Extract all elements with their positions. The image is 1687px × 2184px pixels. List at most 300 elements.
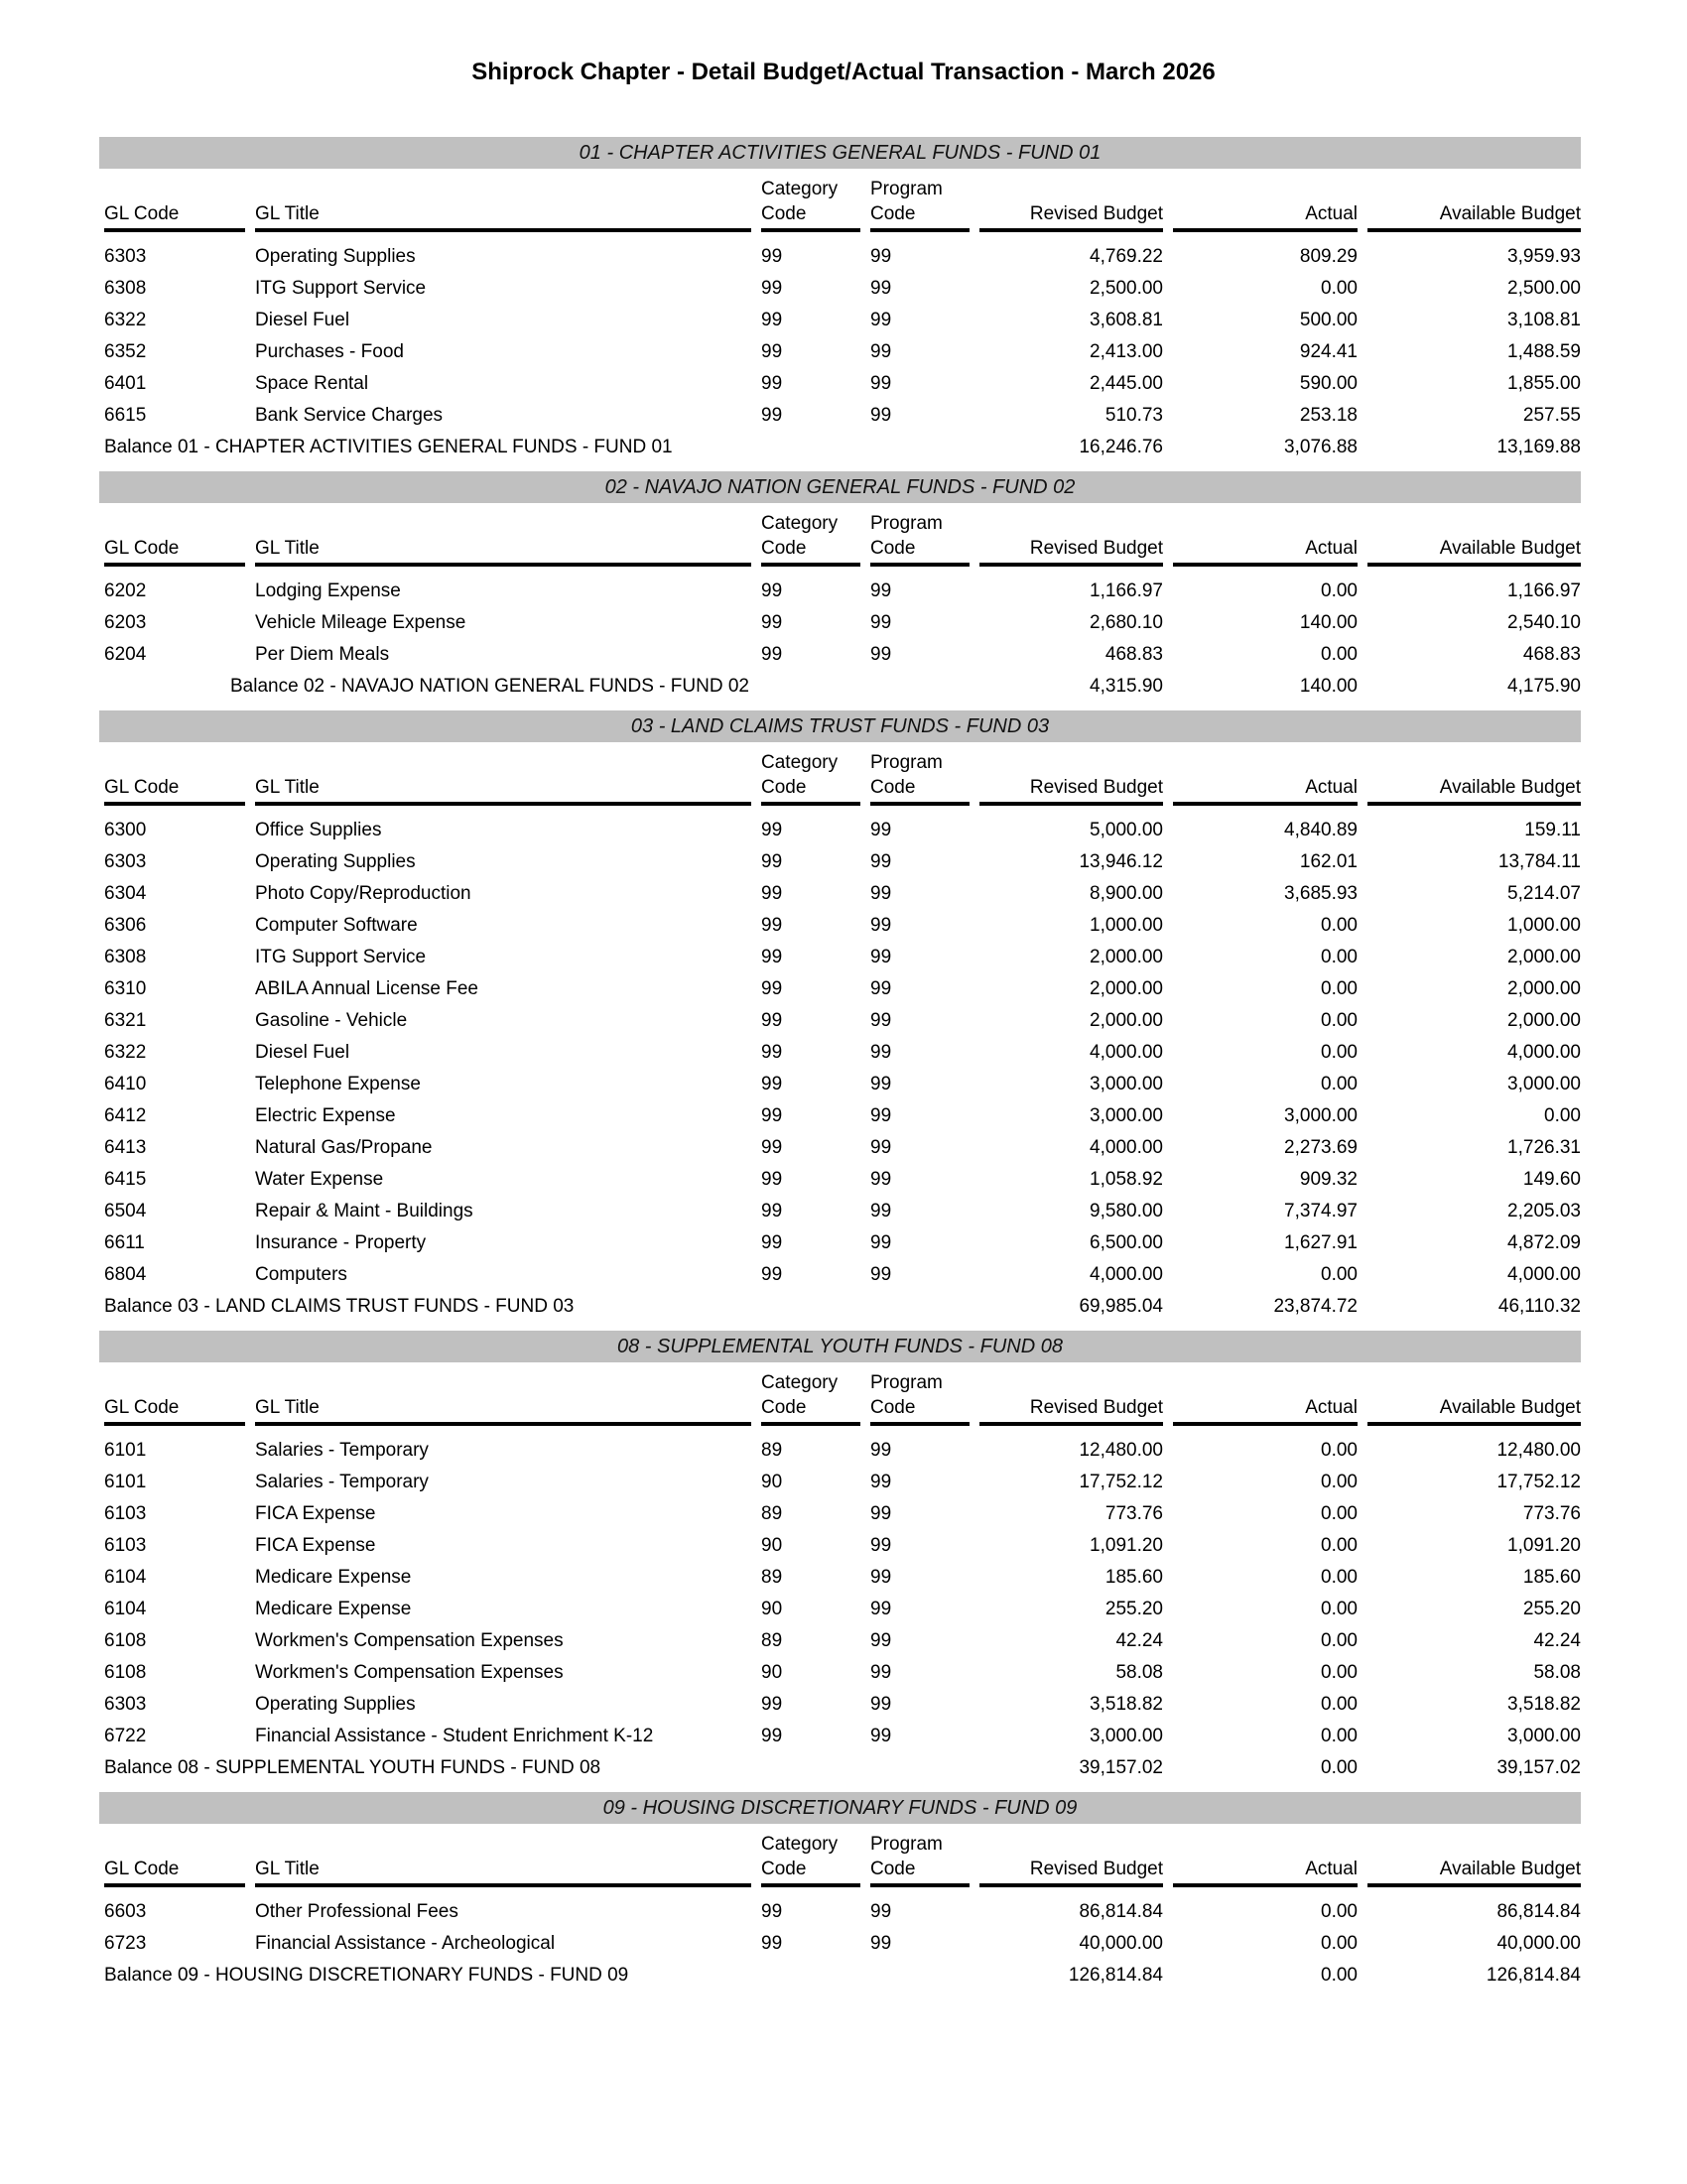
category-code: 99 — [761, 1074, 783, 1094]
gl-title: Medicare Expense — [255, 1599, 412, 1619]
program-code: 99 — [870, 341, 892, 362]
gl-row — [104, 241, 1581, 273]
col-category-code: Code — [761, 1397, 860, 1426]
revised-budget: 3,000.00 — [1090, 1105, 1163, 1126]
revised-budget: 2,445.00 — [1090, 373, 1163, 394]
available-budget: 3,959.93 — [1507, 246, 1581, 267]
revised-budget: 2,500.00 — [1090, 278, 1163, 299]
gl-title: FICA Expense — [255, 1535, 376, 1556]
gl-code: 6412 — [104, 1105, 147, 1126]
category-code: 99 — [761, 1933, 783, 1954]
actual: 0.00 — [1321, 1535, 1358, 1556]
gl-code: 6723 — [104, 1933, 147, 1954]
col-category-label: Category — [761, 752, 839, 773]
col-gl-code: GL Code — [104, 538, 245, 567]
gl-code: 6401 — [104, 373, 147, 394]
balance-revised-budget: 39,157.02 — [1079, 1757, 1163, 1778]
category-code: 99 — [761, 341, 783, 362]
col-available-budget: Available Budget — [1367, 777, 1581, 806]
col-program-label: Program — [870, 179, 943, 199]
gl-title: Bank Service Charges — [255, 405, 444, 426]
actual: 0.00 — [1321, 1662, 1358, 1683]
gl-title: Natural Gas/Propane — [255, 1137, 433, 1158]
col-category-code: Code — [761, 1859, 860, 1887]
fund-rows — [0, 815, 1687, 1291]
program-code: 99 — [870, 883, 892, 904]
gl-row — [104, 1005, 1581, 1037]
col-revised-budget: Revised Budget — [979, 1397, 1163, 1426]
actual: 253.18 — [1299, 405, 1358, 426]
available-budget: 149.60 — [1522, 1169, 1581, 1190]
gl-title: Diesel Fuel — [255, 310, 350, 330]
revised-budget: 4,769.22 — [1090, 246, 1163, 267]
available-budget: 2,540.10 — [1507, 612, 1581, 633]
actual: 924.41 — [1299, 341, 1358, 362]
balance-actual: 23,874.72 — [1273, 1296, 1358, 1317]
gl-code: 6310 — [104, 978, 147, 999]
gl-code: 6306 — [104, 915, 147, 936]
gl-code: 6304 — [104, 883, 147, 904]
program-code: 99 — [870, 1726, 892, 1746]
actual: 0.00 — [1321, 1440, 1358, 1461]
col-category-label: Category — [761, 513, 839, 534]
category-code: 99 — [761, 612, 783, 633]
col-gl-title: GL Title — [255, 1397, 751, 1426]
available-budget: 3,518.82 — [1507, 1694, 1581, 1715]
gl-title: FICA Expense — [255, 1503, 376, 1524]
gl-row — [104, 942, 1581, 973]
available-budget: 1,091.20 — [1507, 1535, 1581, 1556]
gl-title: Financial Assistance - Archeological — [255, 1933, 556, 1954]
program-code: 99 — [870, 1232, 892, 1253]
fund-sections — [0, 137, 1687, 1991]
category-code: 90 — [761, 1472, 783, 1492]
available-budget: 58.08 — [1533, 1662, 1581, 1683]
fund-rows — [0, 241, 1687, 432]
col-gl-title: GL Title — [255, 777, 751, 806]
revised-budget: 3,608.81 — [1090, 310, 1163, 330]
revised-budget: 2,000.00 — [1090, 978, 1163, 999]
col-gl-code: GL Code — [104, 1859, 245, 1887]
col-actual: Actual — [1173, 1859, 1358, 1887]
gl-code: 6322 — [104, 310, 147, 330]
gl-code: 6101 — [104, 1440, 147, 1461]
gl-code: 6303 — [104, 246, 147, 267]
actual: 1,627.91 — [1284, 1232, 1358, 1253]
actual: 3,000.00 — [1284, 1105, 1358, 1126]
gl-code: 6410 — [104, 1074, 147, 1094]
actual: 3,685.93 — [1284, 883, 1358, 904]
available-budget: 3,000.00 — [1507, 1074, 1581, 1094]
program-code: 99 — [870, 1599, 892, 1619]
gl-row — [104, 1928, 1581, 1960]
balance-row — [104, 1752, 1581, 1784]
gl-row — [104, 1530, 1581, 1562]
gl-title: Workmen's Compensation Expenses — [255, 1662, 564, 1683]
column-headers-row — [104, 774, 1581, 806]
gl-row — [104, 1657, 1581, 1689]
fund-heading: 01 - CHAPTER ACTIVITIES GENERAL FUNDS - FUND 01 — [579, 141, 1102, 164]
col-program-code: Code — [870, 203, 970, 232]
program-code: 99 — [870, 1567, 892, 1588]
gl-row — [104, 305, 1581, 336]
col-gl-title: GL Title — [255, 538, 751, 567]
revised-budget: 3,518.82 — [1090, 1694, 1163, 1715]
gl-row — [104, 639, 1581, 671]
gl-title: Computers — [255, 1264, 347, 1285]
gl-title: Other Professional Fees — [255, 1901, 458, 1922]
actual: 7,374.97 — [1284, 1201, 1358, 1221]
gl-row — [104, 1498, 1581, 1530]
actual: 0.00 — [1321, 1264, 1358, 1285]
category-code: 89 — [761, 1567, 783, 1588]
gl-code: 6303 — [104, 1694, 147, 1715]
gl-code: 6103 — [104, 1503, 147, 1524]
actual: 0.00 — [1321, 580, 1358, 601]
col-program-label: Program — [870, 513, 943, 534]
program-code: 99 — [870, 373, 892, 394]
program-code: 99 — [870, 1201, 892, 1221]
revised-budget: 773.76 — [1104, 1503, 1163, 1524]
available-budget: 1,000.00 — [1507, 915, 1581, 936]
gl-row — [104, 1037, 1581, 1069]
revised-budget: 42.24 — [1115, 1630, 1163, 1651]
balance-actual: 3,076.88 — [1284, 437, 1358, 457]
gl-title: Repair & Maint - Buildings — [255, 1201, 473, 1221]
category-code: 89 — [761, 1503, 783, 1524]
gl-code: 6104 — [104, 1599, 147, 1619]
available-budget: 12,480.00 — [1496, 1440, 1581, 1461]
gl-code: 6321 — [104, 1010, 147, 1031]
category-code: 99 — [761, 310, 783, 330]
category-code: 99 — [761, 947, 783, 967]
available-budget: 1,166.97 — [1507, 580, 1581, 601]
revised-budget: 9,580.00 — [1090, 1201, 1163, 1221]
gl-row — [104, 1435, 1581, 1467]
revised-budget: 3,000.00 — [1090, 1074, 1163, 1094]
revised-budget: 13,946.12 — [1079, 851, 1163, 872]
balance-label: Balance 09 - HOUSING DISCRETIONARY FUNDS - FUND 09 — [104, 1965, 629, 1986]
available-budget: 3,108.81 — [1507, 310, 1581, 330]
gl-row — [104, 1164, 1581, 1196]
gl-code: 6204 — [104, 644, 147, 665]
gl-code: 6504 — [104, 1201, 147, 1221]
actual: 590.00 — [1299, 373, 1358, 394]
actual: 0.00 — [1321, 1567, 1358, 1588]
col-program-label: Program — [870, 1372, 943, 1393]
balance-revised-budget: 4,315.90 — [1090, 676, 1163, 697]
gl-code: 6804 — [104, 1264, 147, 1285]
program-code: 99 — [870, 1535, 892, 1556]
fund-heading: 03 - LAND CLAIMS TRUST FUNDS - FUND 03 — [630, 714, 1050, 737]
program-code: 99 — [870, 1137, 892, 1158]
gl-row — [104, 1721, 1581, 1752]
category-code: 99 — [761, 1726, 783, 1746]
category-code: 99 — [761, 405, 783, 426]
revised-budget: 2,680.10 — [1090, 612, 1163, 633]
balance-row — [104, 432, 1581, 463]
gl-code: 6308 — [104, 278, 147, 299]
col-program-label: Program — [870, 752, 943, 773]
report-title: Shiprock Chapter - Detail Budget/Actual Transaction - March 2026 — [471, 59, 1216, 85]
gl-title: Operating Supplies — [255, 851, 416, 872]
available-budget: 0.00 — [1544, 1105, 1581, 1126]
program-code: 99 — [870, 1074, 892, 1094]
col-gl-title: GL Title — [255, 203, 751, 232]
gl-code: 6203 — [104, 612, 147, 633]
actual: 4,840.89 — [1284, 820, 1358, 840]
balance-available-budget: 39,157.02 — [1496, 1757, 1581, 1778]
fund-section — [0, 1331, 1687, 1784]
col-available-budget: Available Budget — [1367, 203, 1581, 232]
fund-heading-bar — [99, 137, 1581, 169]
actual: 0.00 — [1321, 947, 1358, 967]
gl-row — [104, 1625, 1581, 1657]
fund-heading: 02 - NAVAJO NATION GENERAL FUNDS - FUND 02 — [604, 475, 1076, 498]
gl-row — [104, 1227, 1581, 1259]
revised-budget: 3,000.00 — [1090, 1726, 1163, 1746]
gl-code: 6603 — [104, 1901, 147, 1922]
col-category-label: Category — [761, 1834, 839, 1855]
actual: 0.00 — [1321, 1074, 1358, 1094]
revised-budget: 1,058.92 — [1090, 1169, 1163, 1190]
gl-title: Gasoline - Vehicle — [255, 1010, 408, 1031]
revised-budget: 185.60 — [1104, 1567, 1163, 1588]
gl-row — [104, 846, 1581, 878]
balance-actual: 140.00 — [1299, 676, 1358, 697]
program-code: 99 — [870, 310, 892, 330]
available-budget: 1,488.59 — [1507, 341, 1581, 362]
program-code: 99 — [870, 1264, 892, 1285]
column-headers-row — [104, 535, 1581, 567]
balance-available-budget: 46,110.32 — [1497, 1296, 1581, 1317]
category-code: 99 — [761, 1010, 783, 1031]
column-headers-top-row — [104, 1368, 1581, 1394]
actual: 0.00 — [1321, 1630, 1358, 1651]
gl-title: Office Supplies — [255, 820, 382, 840]
fund-heading-bar — [99, 710, 1581, 742]
category-code: 90 — [761, 1535, 783, 1556]
gl-code: 6108 — [104, 1630, 147, 1651]
gl-title: ITG Support Service — [255, 947, 427, 967]
category-code: 99 — [761, 1137, 783, 1158]
gl-title: Salaries - Temporary — [255, 1472, 429, 1492]
fund-section — [0, 137, 1687, 463]
category-code: 99 — [761, 580, 783, 601]
col-category-label: Category — [761, 179, 839, 199]
revised-budget: 8,900.00 — [1090, 883, 1163, 904]
gl-code: 6103 — [104, 1535, 147, 1556]
program-code: 99 — [870, 947, 892, 967]
col-program-code: Code — [870, 538, 970, 567]
gl-title: Medicare Expense — [255, 1567, 412, 1588]
revised-budget: 4,000.00 — [1090, 1137, 1163, 1158]
fund-section — [0, 710, 1687, 1323]
revised-budget: 2,000.00 — [1090, 1010, 1163, 1031]
fund-rows — [0, 1896, 1687, 1960]
column-headers-row — [104, 200, 1581, 232]
fund-heading: 09 - HOUSING DISCRETIONARY FUNDS - FUND 09 — [602, 1796, 1078, 1819]
gl-title: Computer Software — [255, 915, 418, 936]
gl-row — [104, 973, 1581, 1005]
category-code: 99 — [761, 1169, 783, 1190]
available-budget: 2,500.00 — [1507, 278, 1581, 299]
revised-budget: 1,091.20 — [1090, 1535, 1163, 1556]
actual: 140.00 — [1299, 612, 1358, 633]
revised-budget: 5,000.00 — [1090, 820, 1163, 840]
balance-available-budget: 13,169.88 — [1496, 437, 1581, 457]
revised-budget: 255.20 — [1104, 1599, 1163, 1619]
program-code: 99 — [870, 820, 892, 840]
gl-title: Workmen's Compensation Expenses — [255, 1630, 564, 1651]
available-budget: 2,205.03 — [1507, 1201, 1581, 1221]
gl-title: Lodging Expense — [255, 580, 401, 601]
gl-title: Financial Assistance - Student Enrichment K-12 — [255, 1726, 654, 1746]
col-available-budget: Available Budget — [1367, 1859, 1581, 1887]
balance-label: Balance 02 - NAVAJO NATION GENERAL FUNDS - FUND 02 — [230, 676, 749, 697]
gl-code: 6300 — [104, 820, 147, 840]
actual: 809.29 — [1299, 246, 1358, 267]
actual: 909.32 — [1299, 1169, 1358, 1190]
fund-section — [0, 471, 1687, 703]
category-code: 99 — [761, 915, 783, 936]
actual: 500.00 — [1299, 310, 1358, 330]
actual: 0.00 — [1321, 278, 1358, 299]
available-budget: 1,726.31 — [1507, 1137, 1581, 1158]
revised-budget: 4,000.00 — [1090, 1264, 1163, 1285]
column-headers-row — [104, 1856, 1581, 1887]
revised-budget: 58.08 — [1115, 1662, 1163, 1683]
program-code: 99 — [870, 405, 892, 426]
balance-label: Balance 01 - CHAPTER ACTIVITIES GENERAL FUNDS - FUND 01 — [104, 437, 673, 457]
gl-code: 6352 — [104, 341, 147, 362]
available-budget: 4,000.00 — [1507, 1042, 1581, 1063]
col-actual: Actual — [1173, 538, 1358, 567]
actual: 0.00 — [1321, 644, 1358, 665]
actual: 0.00 — [1321, 915, 1358, 936]
gl-code: 6303 — [104, 851, 147, 872]
gl-code: 6611 — [104, 1232, 145, 1253]
col-available-budget: Available Budget — [1367, 1397, 1581, 1426]
gl-title: ABILA Annual License Fee — [255, 978, 478, 999]
actual: 0.00 — [1321, 1694, 1358, 1715]
available-budget: 17,752.12 — [1496, 1472, 1581, 1492]
gl-title: Photo Copy/Reproduction — [255, 883, 471, 904]
revised-budget: 12,480.00 — [1079, 1440, 1163, 1461]
actual: 162.01 — [1299, 851, 1358, 872]
gl-row — [104, 1069, 1581, 1100]
program-code: 99 — [870, 1169, 892, 1190]
category-code: 99 — [761, 851, 783, 872]
gl-code: 6308 — [104, 947, 147, 967]
fund-rows — [0, 576, 1687, 671]
column-headers-top-row — [104, 509, 1581, 535]
category-code: 99 — [761, 246, 783, 267]
gl-title: Diesel Fuel — [255, 1042, 350, 1063]
col-gl-code: GL Code — [104, 1397, 245, 1426]
actual: 0.00 — [1321, 978, 1358, 999]
col-program-label: Program — [870, 1834, 943, 1855]
available-budget: 2,000.00 — [1507, 978, 1581, 999]
gl-title: Electric Expense — [255, 1105, 396, 1126]
gl-code: 6722 — [104, 1726, 147, 1746]
available-budget: 86,814.84 — [1496, 1901, 1581, 1922]
revised-budget: 6,500.00 — [1090, 1232, 1163, 1253]
category-code: 99 — [761, 1042, 783, 1063]
actual: 0.00 — [1321, 1933, 1358, 1954]
revised-budget: 468.83 — [1104, 644, 1163, 665]
category-code: 99 — [761, 1232, 783, 1253]
col-category-code: Code — [761, 777, 860, 806]
available-budget: 1,855.00 — [1507, 373, 1581, 394]
gl-row — [104, 910, 1581, 942]
fund-heading-bar — [99, 1331, 1581, 1362]
actual: 2,273.69 — [1284, 1137, 1358, 1158]
program-code: 99 — [870, 1105, 892, 1126]
balance-actual: 0.00 — [1321, 1757, 1358, 1778]
revised-budget: 2,413.00 — [1090, 341, 1163, 362]
balance-available-budget: 4,175.90 — [1507, 676, 1581, 697]
program-code: 99 — [870, 1472, 892, 1492]
gl-title: Purchases - Food — [255, 341, 404, 362]
column-headers-top-row — [104, 1830, 1581, 1856]
program-code: 99 — [870, 278, 892, 299]
gl-title: Insurance - Property — [255, 1232, 427, 1253]
available-budget: 2,000.00 — [1507, 1010, 1581, 1031]
available-budget: 255.20 — [1522, 1599, 1581, 1619]
col-category-code: Code — [761, 538, 860, 567]
revised-budget: 86,814.84 — [1079, 1901, 1163, 1922]
category-code: 99 — [761, 1201, 783, 1221]
category-code: 99 — [761, 978, 783, 999]
category-code: 90 — [761, 1662, 783, 1683]
col-gl-code: GL Code — [104, 777, 245, 806]
col-available-budget: Available Budget — [1367, 538, 1581, 567]
gl-code: 6615 — [104, 405, 147, 426]
category-code: 99 — [761, 1694, 783, 1715]
category-code: 99 — [761, 820, 783, 840]
category-code: 99 — [761, 278, 783, 299]
gl-title: Per Diem Meals — [255, 644, 390, 665]
balance-revised-budget: 69,985.04 — [1079, 1296, 1163, 1317]
category-code: 99 — [761, 373, 783, 394]
gl-title: Operating Supplies — [255, 1694, 416, 1715]
program-code: 99 — [870, 644, 892, 665]
category-code: 99 — [761, 1105, 783, 1126]
available-budget: 13,784.11 — [1497, 851, 1581, 872]
gl-row — [104, 1896, 1581, 1928]
col-revised-budget: Revised Budget — [979, 1859, 1163, 1887]
available-budget: 5,214.07 — [1507, 883, 1581, 904]
gl-row — [104, 815, 1581, 846]
program-code: 99 — [870, 1042, 892, 1063]
actual: 0.00 — [1321, 1472, 1358, 1492]
balance-row — [104, 671, 1581, 703]
gl-row — [104, 1689, 1581, 1721]
balance-row — [104, 1960, 1581, 1991]
gl-code: 6108 — [104, 1662, 147, 1683]
fund-rows — [0, 1435, 1687, 1752]
gl-row — [104, 1100, 1581, 1132]
col-actual: Actual — [1173, 1397, 1358, 1426]
program-code: 99 — [870, 1662, 892, 1683]
balance-label: Balance 08 - SUPPLEMENTAL YOUTH FUNDS - FUND 08 — [104, 1757, 601, 1778]
gl-row — [104, 273, 1581, 305]
actual: 0.00 — [1321, 1042, 1358, 1063]
program-code: 99 — [870, 1010, 892, 1031]
col-category-label: Category — [761, 1372, 839, 1393]
program-code: 99 — [870, 246, 892, 267]
